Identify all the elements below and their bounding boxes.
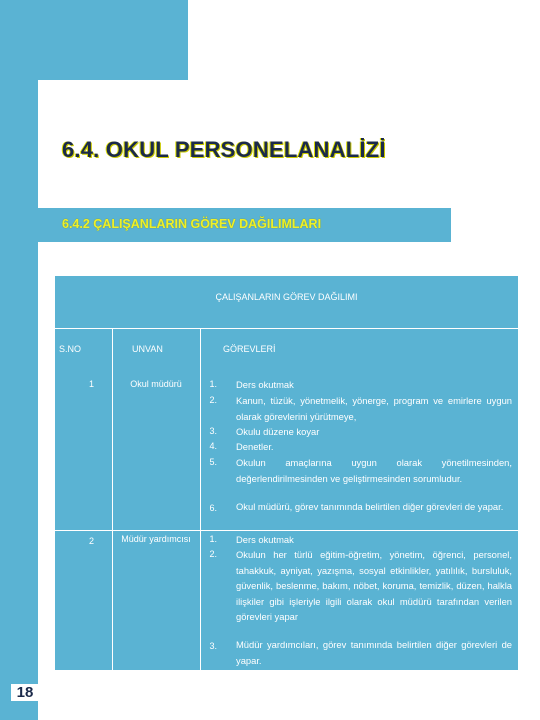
task-text: Müdür yardımcıları, görev tanımında belirtilen diğer görevleri de yapar. [236, 639, 512, 666]
column-divider [200, 328, 201, 670]
task-number: 4. [209, 441, 217, 451]
task-number: 3. [209, 426, 217, 436]
task-number: 2. [209, 549, 217, 559]
task-text: Okulun her türlü eğitim-öğretim, yönetim, öğrenci, personel, tahakkuk, ayniyat, yazışma, sosyal etkinlikler, yatılılık, bursluluk, güvenlik, beslenme, bakım, nöbet, koruma, temizlik, düzen, halkla ilişkiler gibi işleriyle ilgili olarak okul müdürü tarafından verilen görevleri yapar [236, 549, 512, 622]
header-sno: S.NO [59, 344, 82, 354]
task-text: Denetler. [236, 441, 274, 452]
task-number: 3. [209, 641, 217, 651]
row-unvan: Müdür yardımcısı [121, 534, 191, 544]
task-number: 1. [209, 379, 217, 389]
task-number: 1. [209, 534, 217, 544]
row-sno: 1 [88, 379, 94, 389]
task-text: Ders okutmak [236, 534, 294, 545]
task-number: 6. [209, 503, 217, 513]
row-divider [55, 530, 518, 531]
task-text: Ders okutmak [236, 379, 294, 390]
page-number: 18 [11, 684, 39, 701]
task-text: Okulun amaçlarına uygun olarak yönetilmesinden, değerlendirilmesinden ve geliştirmesinden sorumludur. [236, 457, 512, 484]
left-accent-strip [0, 0, 38, 720]
header-unvan: UNVAN [132, 344, 163, 354]
task-text: Okulu düzene koyar [236, 426, 320, 437]
row-sno: 2 [88, 536, 94, 546]
duty-distribution-table [55, 276, 518, 670]
row-unvan: Okul müdürü [130, 379, 182, 389]
task-text: Okul müdürü, görev tanımında belirtilen diğer görevleri de yapar. [236, 501, 504, 512]
section-subtitle: 6.4.2 ÇALIŞANLARIN GÖREV DAĞILIMLARI [62, 217, 322, 231]
top-accent-block [38, 0, 188, 80]
table-caption: ÇALIŞANLARIN GÖREV DAĞILIMI [215, 292, 358, 302]
table-caption-row [55, 276, 518, 329]
task-number: 5. [209, 457, 217, 467]
section-title: 6.4. OKUL PERSONELANALİZİ [62, 137, 386, 162]
task-text: Kanun, tüzük, yönetmelik, yönerge, program ve emirlere uygun olarak görevlerini yürütmeye, [236, 395, 512, 422]
task-number: 2. [209, 395, 217, 405]
header-gorevler: GÖREVLERİ [223, 344, 276, 354]
